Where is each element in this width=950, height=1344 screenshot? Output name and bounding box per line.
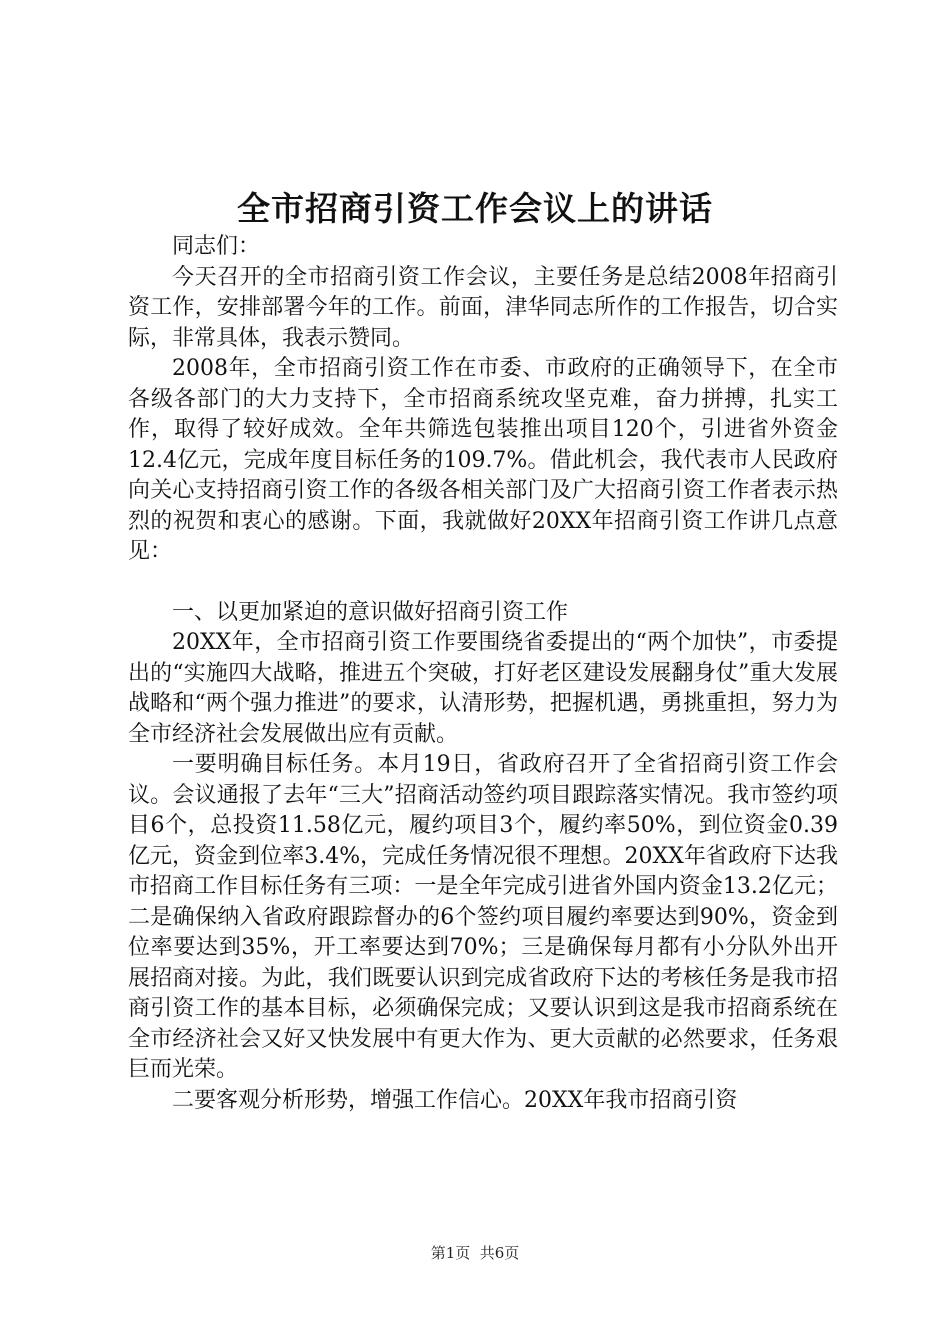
page-footer xyxy=(0,1242,950,1264)
body-paragraph: 2008年，全市招商引资工作在市委、市政府的正确领导下，在全市各级各部门的大力支持下，全市招商系统攻坚克难，奋力拼搏，扎实工作，取得了较好成效。全年共筛选包装推出项目120个，引进省外资金12.4亿元，完成年度目标任务的109.7%。借此机会，我代表市人民政府向关心支持招商引资工作的各级各相关部门及广大招商引资工作者表示热烈的祝贺和衷心的感谢。下面，我就做好20XX年招商引资工作讲几点意见： xyxy=(128,356,838,564)
page-number-label: 第1页 共6页 xyxy=(430,1244,520,1262)
document-title: 全市招商引资工作会议上的讲话 xyxy=(237,189,713,228)
body-paragraph: 今天召开的全市招商引资工作会议，主要任务是总结2008年招商引资工作，安排部署今年的工作。前面，津华同志所作的工作报告，切合实际，非常具体，我表示赞同。 xyxy=(128,264,838,351)
document-body xyxy=(128,232,838,1116)
body-paragraph: 一要明确目标任务。本月19日，省政府召开了全省招商引资工作会议。会议通报了去年“三大”招商活动签约项目跟踪落实情况。我市签约项目6个，总投资11.58亿元，履约项目3个，履约率50%，到位资金0.39亿元，资金到位率3.4%，完成任务情况很不理想。20XX年省政府下达我市招商工作目标任务有三项：一是全年完成引进省外国内资金13.2亿元；二是确保纳入省政府跟踪督办的6个签约项目履约率要达到90%，资金到位率要达到35%，开工率要达到70%；三是确保每月都有小分队外出开展招商对接。为此，我们既要认识到完成省政府下达的考核任务是我市招商引资工作的基本目标，必须确保完成；又要认识到这是我市招商系统在全市经济社会又好又快发展中有更大作为、更大贡献的必然要求，任务艰巨而光荣。 xyxy=(128,752,838,1082)
body-paragraph: 二要客观分析形势，增强工作信心。20XX年我市招商引资 xyxy=(172,1087,738,1113)
salutation-paragraph: 同志们： xyxy=(172,234,261,259)
body-paragraph: 20XX年，全市招商引资工作要围绕省委提出的“两个加快”，市委提出的“实施四大战略，推进五个突破，打好老区建设发展翻身仗”重大发展战略和“两个强力推进”的要求，认清形势，把握机遇，勇挑重担，努力为全市经济社会发展做出应有贡献。 xyxy=(128,630,838,747)
section-heading: 一、以更加紧迫的意识做好招商引资工作 xyxy=(172,599,569,625)
